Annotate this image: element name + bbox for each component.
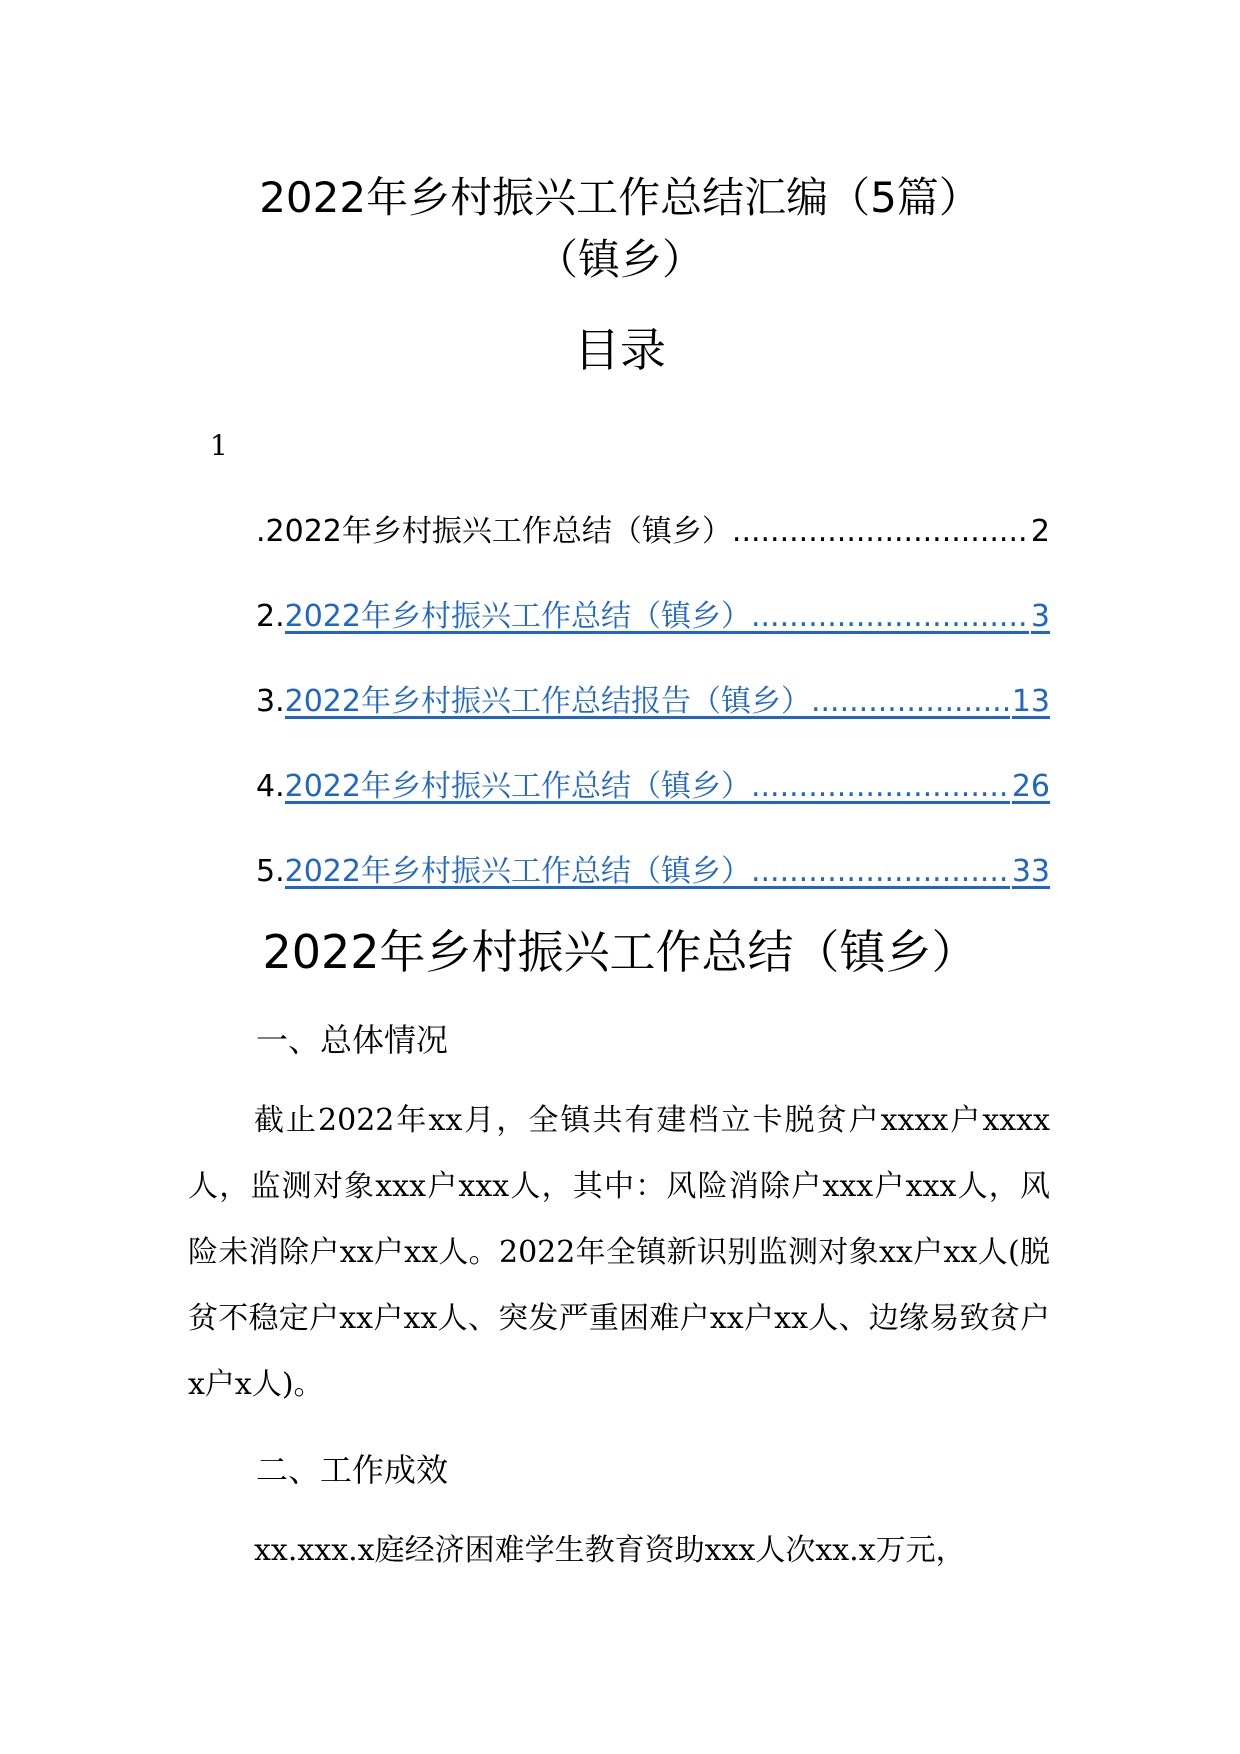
section-title: 2022年乡村振兴工作总结（镇乡） — [262, 925, 978, 979]
toc-entry — [256, 510, 1050, 554]
toc-heading: 目录 — [574, 323, 666, 377]
toc-entry — [256, 680, 1050, 724]
toc-entry — [256, 595, 1050, 639]
toc-leader-dots — [811, 680, 1010, 724]
toc-entry-link[interactable] — [285, 765, 1050, 809]
toc-entry-prefix: . — [256, 514, 266, 549]
toc-entry-prefix: 2. — [256, 599, 285, 634]
toc-entry-page: 33 — [1011, 854, 1050, 889]
toc-entry — [256, 765, 1050, 809]
toc-leader-dots — [751, 850, 1010, 894]
toc-leader-dots — [732, 510, 1029, 554]
toc-entry-text: 2022年乡村振兴工作总结（镇乡） — [284, 599, 751, 634]
toc-entry-text: 2022年乡村振兴工作总结（镇乡） — [284, 769, 751, 804]
toc-entry-link[interactable] — [285, 595, 1050, 639]
toc-entry-page: 2 — [1030, 514, 1050, 549]
toc-entry-link[interactable] — [285, 680, 1050, 724]
document-title: 2022年乡村振兴工作总结汇编（5篇） — [259, 173, 981, 222]
toc-entry-page: 26 — [1011, 769, 1050, 804]
toc-entry-text: 2022年乡村振兴工作总结（镇乡） — [284, 854, 751, 889]
toc-leader-dots — [751, 595, 1029, 639]
section-heading: 一、总体情况 — [256, 1021, 449, 1059]
body-paragraph: 截止2022年xx月，全镇共有建档立卡脱贫户xxxx户xxxx人，监测对象xxx户xxx人，其中：风险消除户xxx户xxx人，风险未消除户xx户xx人。2022年全镇新识别监测对象xx户xx人(脱贫不稳定户xx户xx人、突发严重困难户xx户xx人、边缘易致贫户x户x人)。 — [188, 1103, 1050, 1402]
toc-entry — [256, 850, 1050, 894]
body-paragraph: xx.xxx.x庭经济困难学生教育资助xxx人次xx.x万元， — [254, 1533, 966, 1568]
toc-entry-page: 13 — [1011, 684, 1050, 719]
section-heading: 二、工作成效 — [256, 1451, 449, 1489]
toc-entry-prefix: 3. — [256, 684, 285, 719]
toc-entry-prefix: 5. — [256, 854, 285, 889]
toc-entry-link[interactable] — [285, 850, 1050, 894]
document-subtitle: （镇乡） — [535, 235, 704, 284]
toc-leader-dots — [751, 765, 1010, 809]
toc-entry-text: 2022年乡村振兴工作总结（镇乡） — [265, 514, 732, 549]
toc-entry-page: 3 — [1030, 599, 1050, 634]
toc-stray-number: 1 — [210, 429, 228, 462]
toc-entry-prefix: 4. — [256, 769, 285, 804]
toc-entry-text: 2022年乡村振兴工作总结报告（镇乡） — [284, 684, 811, 719]
